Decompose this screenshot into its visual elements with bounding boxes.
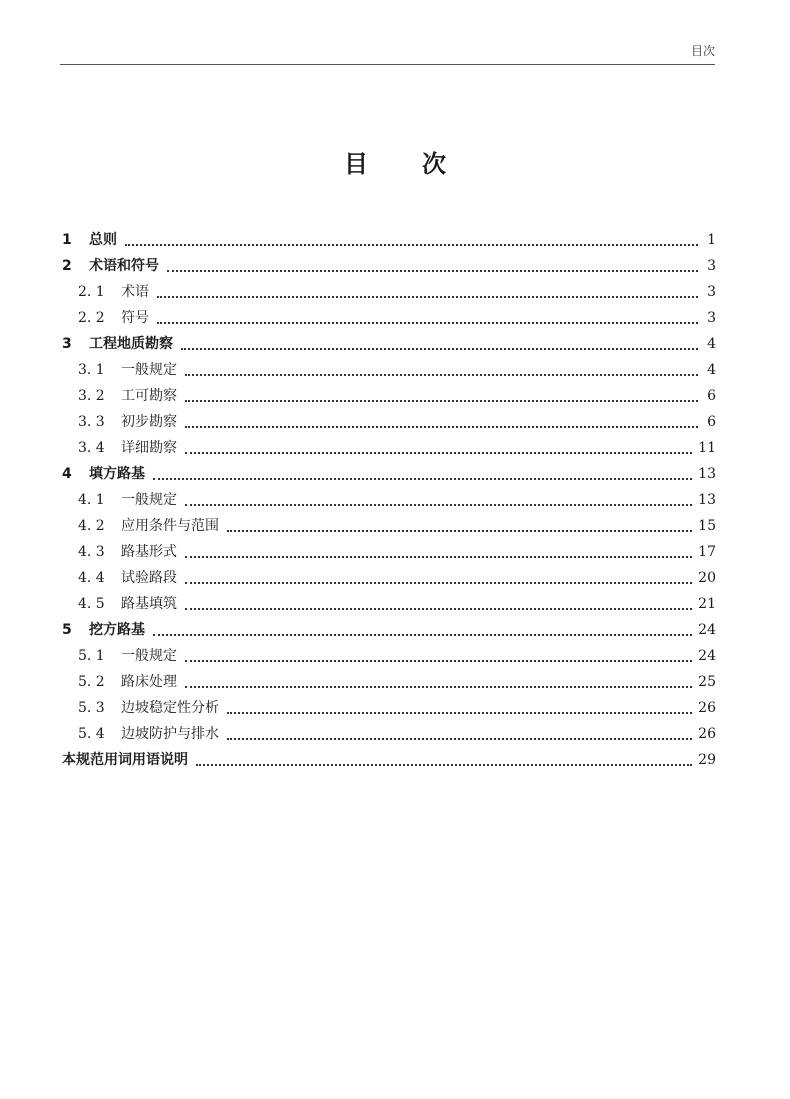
toc-leader-dots	[125, 243, 698, 246]
toc-entry-number: 3. 3	[78, 414, 105, 430]
toc-entry-page: 20	[698, 570, 716, 586]
toc-entry-page: 24	[698, 648, 716, 664]
toc-entry-number: 4	[62, 466, 72, 482]
page-title-char-1: 目	[344, 150, 368, 178]
toc-leader-dots	[185, 451, 692, 454]
toc-entry[interactable]	[62, 643, 716, 669]
toc-leader-dots	[185, 581, 692, 584]
toc-entry-number: 3. 2	[78, 388, 105, 404]
toc-leader-dots	[196, 763, 692, 766]
toc-leader-dots	[185, 425, 698, 428]
toc-entry-title: 边坡防护与排水	[121, 726, 219, 742]
toc-entry-number: 4. 5	[78, 596, 105, 612]
toc-entry[interactable]	[62, 487, 716, 513]
toc-leader-dots	[157, 321, 698, 324]
toc-entry-page: 24	[698, 622, 716, 638]
toc-entry-page: 4	[707, 362, 716, 378]
toc-entry-number: 5. 1	[78, 648, 105, 664]
toc-entry-title: 术语	[121, 284, 149, 300]
toc-entry-title: 符号	[121, 310, 149, 326]
toc-entry-number: 4. 1	[78, 492, 105, 508]
toc-entry[interactable]	[62, 565, 716, 591]
toc-entry[interactable]	[62, 357, 716, 383]
toc-entry-title: 一般规定	[121, 362, 177, 378]
toc-entry-number: 4. 3	[78, 544, 105, 560]
toc-entry-title: 本规范用词用语说明	[62, 752, 188, 768]
toc-entry-page: 26	[698, 726, 716, 742]
page-title	[0, 144, 790, 179]
toc-entry-page: 6	[707, 414, 716, 430]
toc-leader-dots	[185, 607, 692, 610]
toc-entry-number: 3. 1	[78, 362, 105, 378]
toc-entry-number: 5	[62, 622, 72, 638]
toc-entry-title: 工程地质勘察	[89, 336, 173, 352]
toc-entry-page: 13	[698, 492, 716, 508]
toc-entry-title: 初步勘察	[121, 414, 177, 430]
toc-entry[interactable]	[62, 669, 716, 695]
toc-entry-title: 一般规定	[121, 648, 177, 664]
toc-leader-dots	[153, 633, 692, 636]
toc-entry-page: 26	[698, 700, 716, 716]
toc-leader-dots	[185, 503, 692, 506]
toc-entry-title: 应用条件与范围	[121, 518, 219, 534]
toc-leader-dots	[153, 477, 692, 480]
toc-leader-dots	[185, 373, 698, 376]
toc-entry-page: 4	[707, 336, 716, 352]
toc-entry-title: 路床处理	[121, 674, 177, 690]
toc-leader-dots	[167, 269, 698, 272]
toc-entry-title: 路基形式	[121, 544, 177, 560]
toc-entry-number: 3	[62, 336, 72, 352]
toc-entry[interactable]	[62, 409, 716, 435]
toc-entry[interactable]	[62, 383, 716, 409]
running-header-title: 目次	[690, 44, 715, 58]
toc-entry-page: 13	[698, 466, 716, 482]
toc-leader-dots	[227, 529, 692, 532]
toc-entry-title: 边坡稳定性分析	[121, 700, 219, 716]
toc-entry-number: 4. 4	[78, 570, 105, 586]
toc-entry-page: 25	[698, 674, 716, 690]
toc-entry-title: 详细勘察	[121, 440, 177, 456]
toc-entry[interactable]	[62, 461, 716, 487]
toc-entry[interactable]	[62, 721, 716, 747]
toc-entry-title: 路基填筑	[121, 596, 177, 612]
running-header	[60, 38, 715, 65]
toc-entry-page: 1	[707, 232, 716, 248]
toc-entry[interactable]	[62, 513, 716, 539]
toc-entry-page: 29	[698, 752, 716, 768]
toc-entry-number: 2. 1	[78, 284, 105, 300]
toc-leader-dots	[157, 295, 698, 298]
toc-entry-number: 3. 4	[78, 440, 105, 456]
toc-entry-page: 15	[698, 518, 716, 534]
toc-entry-page: 3	[707, 284, 716, 300]
toc-entry-number: 5. 2	[78, 674, 105, 690]
toc-leader-dots	[227, 737, 692, 740]
page-title-char-2: 次	[422, 150, 446, 178]
toc-entry-page: 17	[698, 544, 716, 560]
toc-leader-dots	[185, 685, 692, 688]
toc-leader-dots	[181, 347, 698, 350]
toc-entry[interactable]	[62, 279, 716, 305]
toc-entry[interactable]	[62, 591, 716, 617]
toc-entry[interactable]	[62, 539, 716, 565]
toc-leader-dots	[185, 555, 692, 558]
toc-entry-page: 3	[707, 258, 716, 274]
toc-entry-page: 6	[707, 388, 716, 404]
toc-leader-dots	[185, 399, 698, 402]
toc-entry[interactable]	[62, 305, 716, 331]
toc-entry[interactable]	[62, 227, 716, 253]
toc-entry[interactable]	[62, 435, 716, 461]
toc-leader-dots	[185, 659, 692, 662]
toc-entry-page: 3	[707, 310, 716, 326]
toc-entry-title: 挖方路基	[89, 622, 145, 638]
table-of-contents	[62, 227, 716, 773]
toc-entry-title: 工可勘察	[121, 388, 177, 404]
toc-entry[interactable]	[62, 695, 716, 721]
toc-entry-number: 5. 4	[78, 726, 105, 742]
toc-entry-title: 试验路段	[121, 570, 177, 586]
toc-entry-title: 填方路基	[89, 466, 145, 482]
toc-entry-number: 4. 2	[78, 518, 105, 534]
toc-entry-number: 2. 2	[78, 310, 105, 326]
toc-leader-dots	[227, 711, 692, 714]
toc-entry[interactable]	[62, 747, 716, 773]
toc-entry-page: 11	[698, 440, 716, 456]
toc-entry-page: 21	[698, 596, 716, 612]
toc-entry[interactable]	[62, 617, 716, 643]
toc-entry[interactable]	[62, 331, 716, 357]
toc-entry-number: 1	[62, 232, 72, 248]
toc-entry[interactable]	[62, 253, 716, 279]
toc-entry-title: 术语和符号	[89, 258, 159, 274]
toc-entry-number: 2	[62, 258, 72, 274]
toc-entry-number: 5. 3	[78, 700, 105, 716]
toc-entry-title: 总则	[89, 232, 117, 248]
toc-entry-title: 一般规定	[121, 492, 177, 508]
